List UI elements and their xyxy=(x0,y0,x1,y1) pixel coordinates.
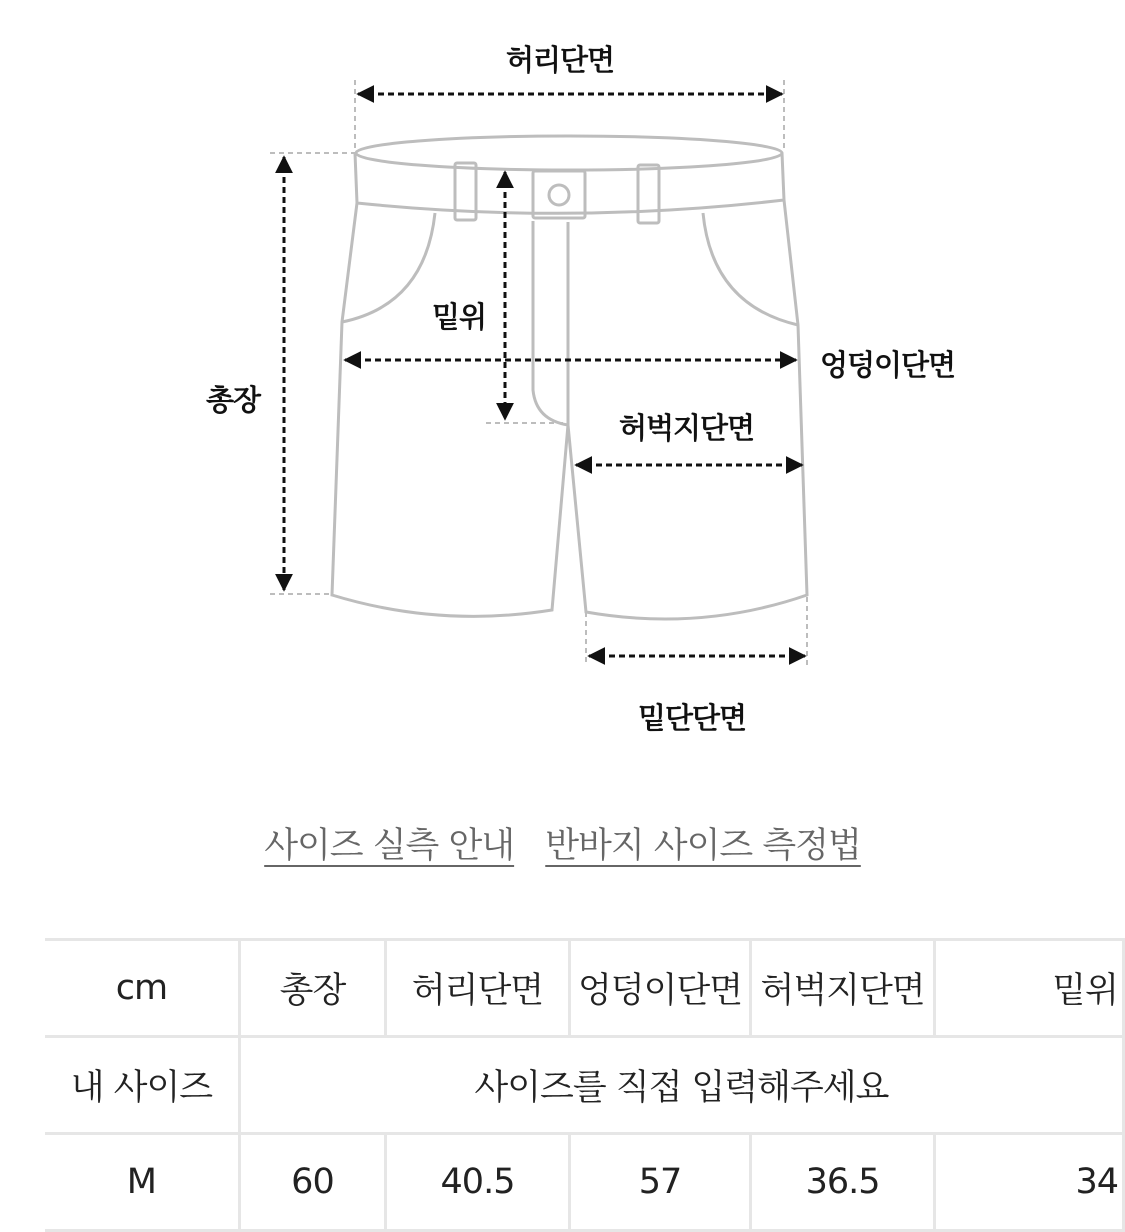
measure-arrows xyxy=(284,94,805,656)
label-total-length: 총장 xyxy=(206,383,261,417)
my-size-label: 내 사이즈 xyxy=(45,1037,239,1134)
header-total-length: 총장 xyxy=(239,940,385,1037)
label-thigh: 허벅지단면 xyxy=(619,411,755,445)
header-unit: cm xyxy=(45,940,239,1037)
size-links xyxy=(0,818,1125,868)
size-table xyxy=(45,938,1125,1232)
header-thigh: 허벅지단면 xyxy=(751,940,935,1037)
value-rise: 34 xyxy=(934,1134,1123,1231)
my-size-input[interactable]: 사이즈를 직접 입력해주세요 xyxy=(239,1037,1123,1134)
measure-method-link[interactable]: 반바지 사이즈 측정법 xyxy=(545,826,861,866)
value-thigh: 36.5 xyxy=(751,1134,935,1231)
value-waist: 40.5 xyxy=(386,1134,570,1231)
label-waist: 허리단면 xyxy=(506,43,615,77)
my-size-row xyxy=(45,1037,1124,1134)
value-total-length: 60 xyxy=(239,1134,385,1231)
size-name: M xyxy=(45,1134,239,1231)
table-header-row xyxy=(45,940,1124,1037)
table-row xyxy=(45,1134,1124,1231)
shorts-outline xyxy=(332,136,807,619)
label-rise: 밑위 xyxy=(432,300,487,334)
label-hip: 엉덩이단면 xyxy=(820,348,956,382)
value-hip: 57 xyxy=(569,1134,750,1231)
header-rise: 밑위 xyxy=(934,940,1123,1037)
header-hip: 엉덩이단면 xyxy=(569,940,750,1037)
label-hem: 밑단단면 xyxy=(638,701,747,735)
header-waist: 허리단면 xyxy=(386,940,570,1037)
size-guide-link[interactable]: 사이즈 실측 안내 xyxy=(264,826,515,866)
guide-lines xyxy=(270,80,807,665)
